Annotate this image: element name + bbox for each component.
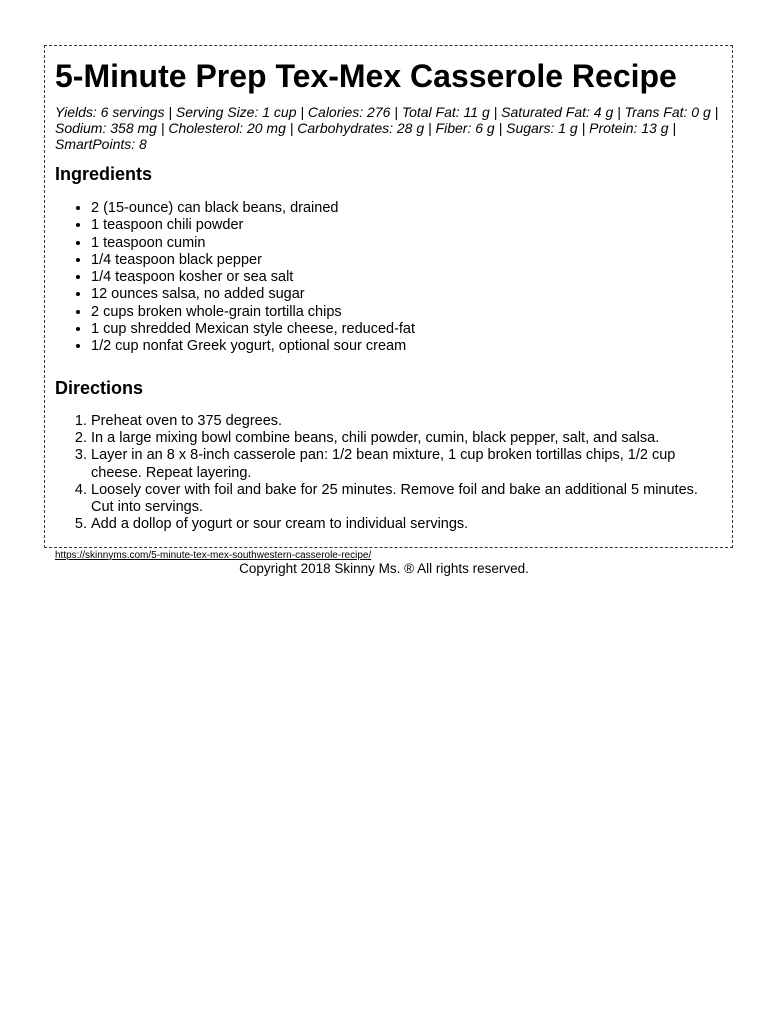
directions-heading: Directions (55, 377, 144, 398)
ingredient-item: • 2 (15-ounce) can black beans, drained (91, 200, 722, 217)
ingredients-list (55, 200, 722, 356)
ingredient-item: • 1/4 teaspoon black pepper (91, 252, 722, 269)
ingredient-item: • 2 cups broken whole-grain tortilla chips (91, 304, 722, 321)
ingredient-item: • 1/2 cup nonfat Greek yogurt, optional sour cream (91, 338, 722, 355)
ingredient-item: • 1 teaspoon cumin (91, 235, 722, 252)
direction-step: 3. Layer in an 8 x 8-inch casserole pan: 1/2 bean mixture, 1 cup broken tortillas chips, 1/2 cup cheese. Repeat layering. (91, 447, 722, 482)
direction-step: 1. Preheat oven to 375 degrees. (91, 413, 722, 430)
recipe-card (44, 45, 733, 561)
ingredients-heading: Ingredients (55, 164, 153, 184)
direction-step: 4. Loosely cover with foil and bake for 25 minutes. Remove foil and bake an additional 5 minutes. Cut into servings. (91, 482, 722, 517)
direction-step: 5. Add a dollop of yogurt or sour cream to individual servings. (91, 516, 722, 533)
ingredient-item: • 1 cup shredded Mexican style cheese, reduced-fat (91, 321, 722, 338)
source-link[interactable]: https://skinnyms.com/5-minute-tex-mex-southwestern-casserole-recipe/ (55, 549, 372, 561)
recipe-title: 5-Minute Prep Tex-Mex Casserole Recipe (55, 58, 677, 94)
ingredient-item: • 12 ounces salsa, no added sugar (91, 286, 722, 303)
nutrition-info: Yields: 6 servings | Serving Size: 1 cup | Calories: 276 | Total Fat: 11 g | Saturated Fat: 4 g | Trans Fat: 0 g | Sodium: 358 mg | Cholesterol: 20 mg | Carbohydrates: 28 g | Fiber: 6 g | Sugars: 1 g | Protein: 13 g | SmartPoints: 8 (55, 104, 719, 152)
ingredient-item: • 1/4 teaspoon kosher or sea salt (91, 269, 722, 286)
directions-list (55, 413, 722, 534)
ingredient-item: • 1 teaspoon chili powder (91, 217, 722, 234)
copyright-notice: Copyright 2018 Skinny Ms. ® All rights reserved. (239, 561, 529, 576)
direction-step: 2. In a large mixing bowl combine beans, chili powder, cumin, black pepper, salt, and salsa. (91, 430, 722, 447)
